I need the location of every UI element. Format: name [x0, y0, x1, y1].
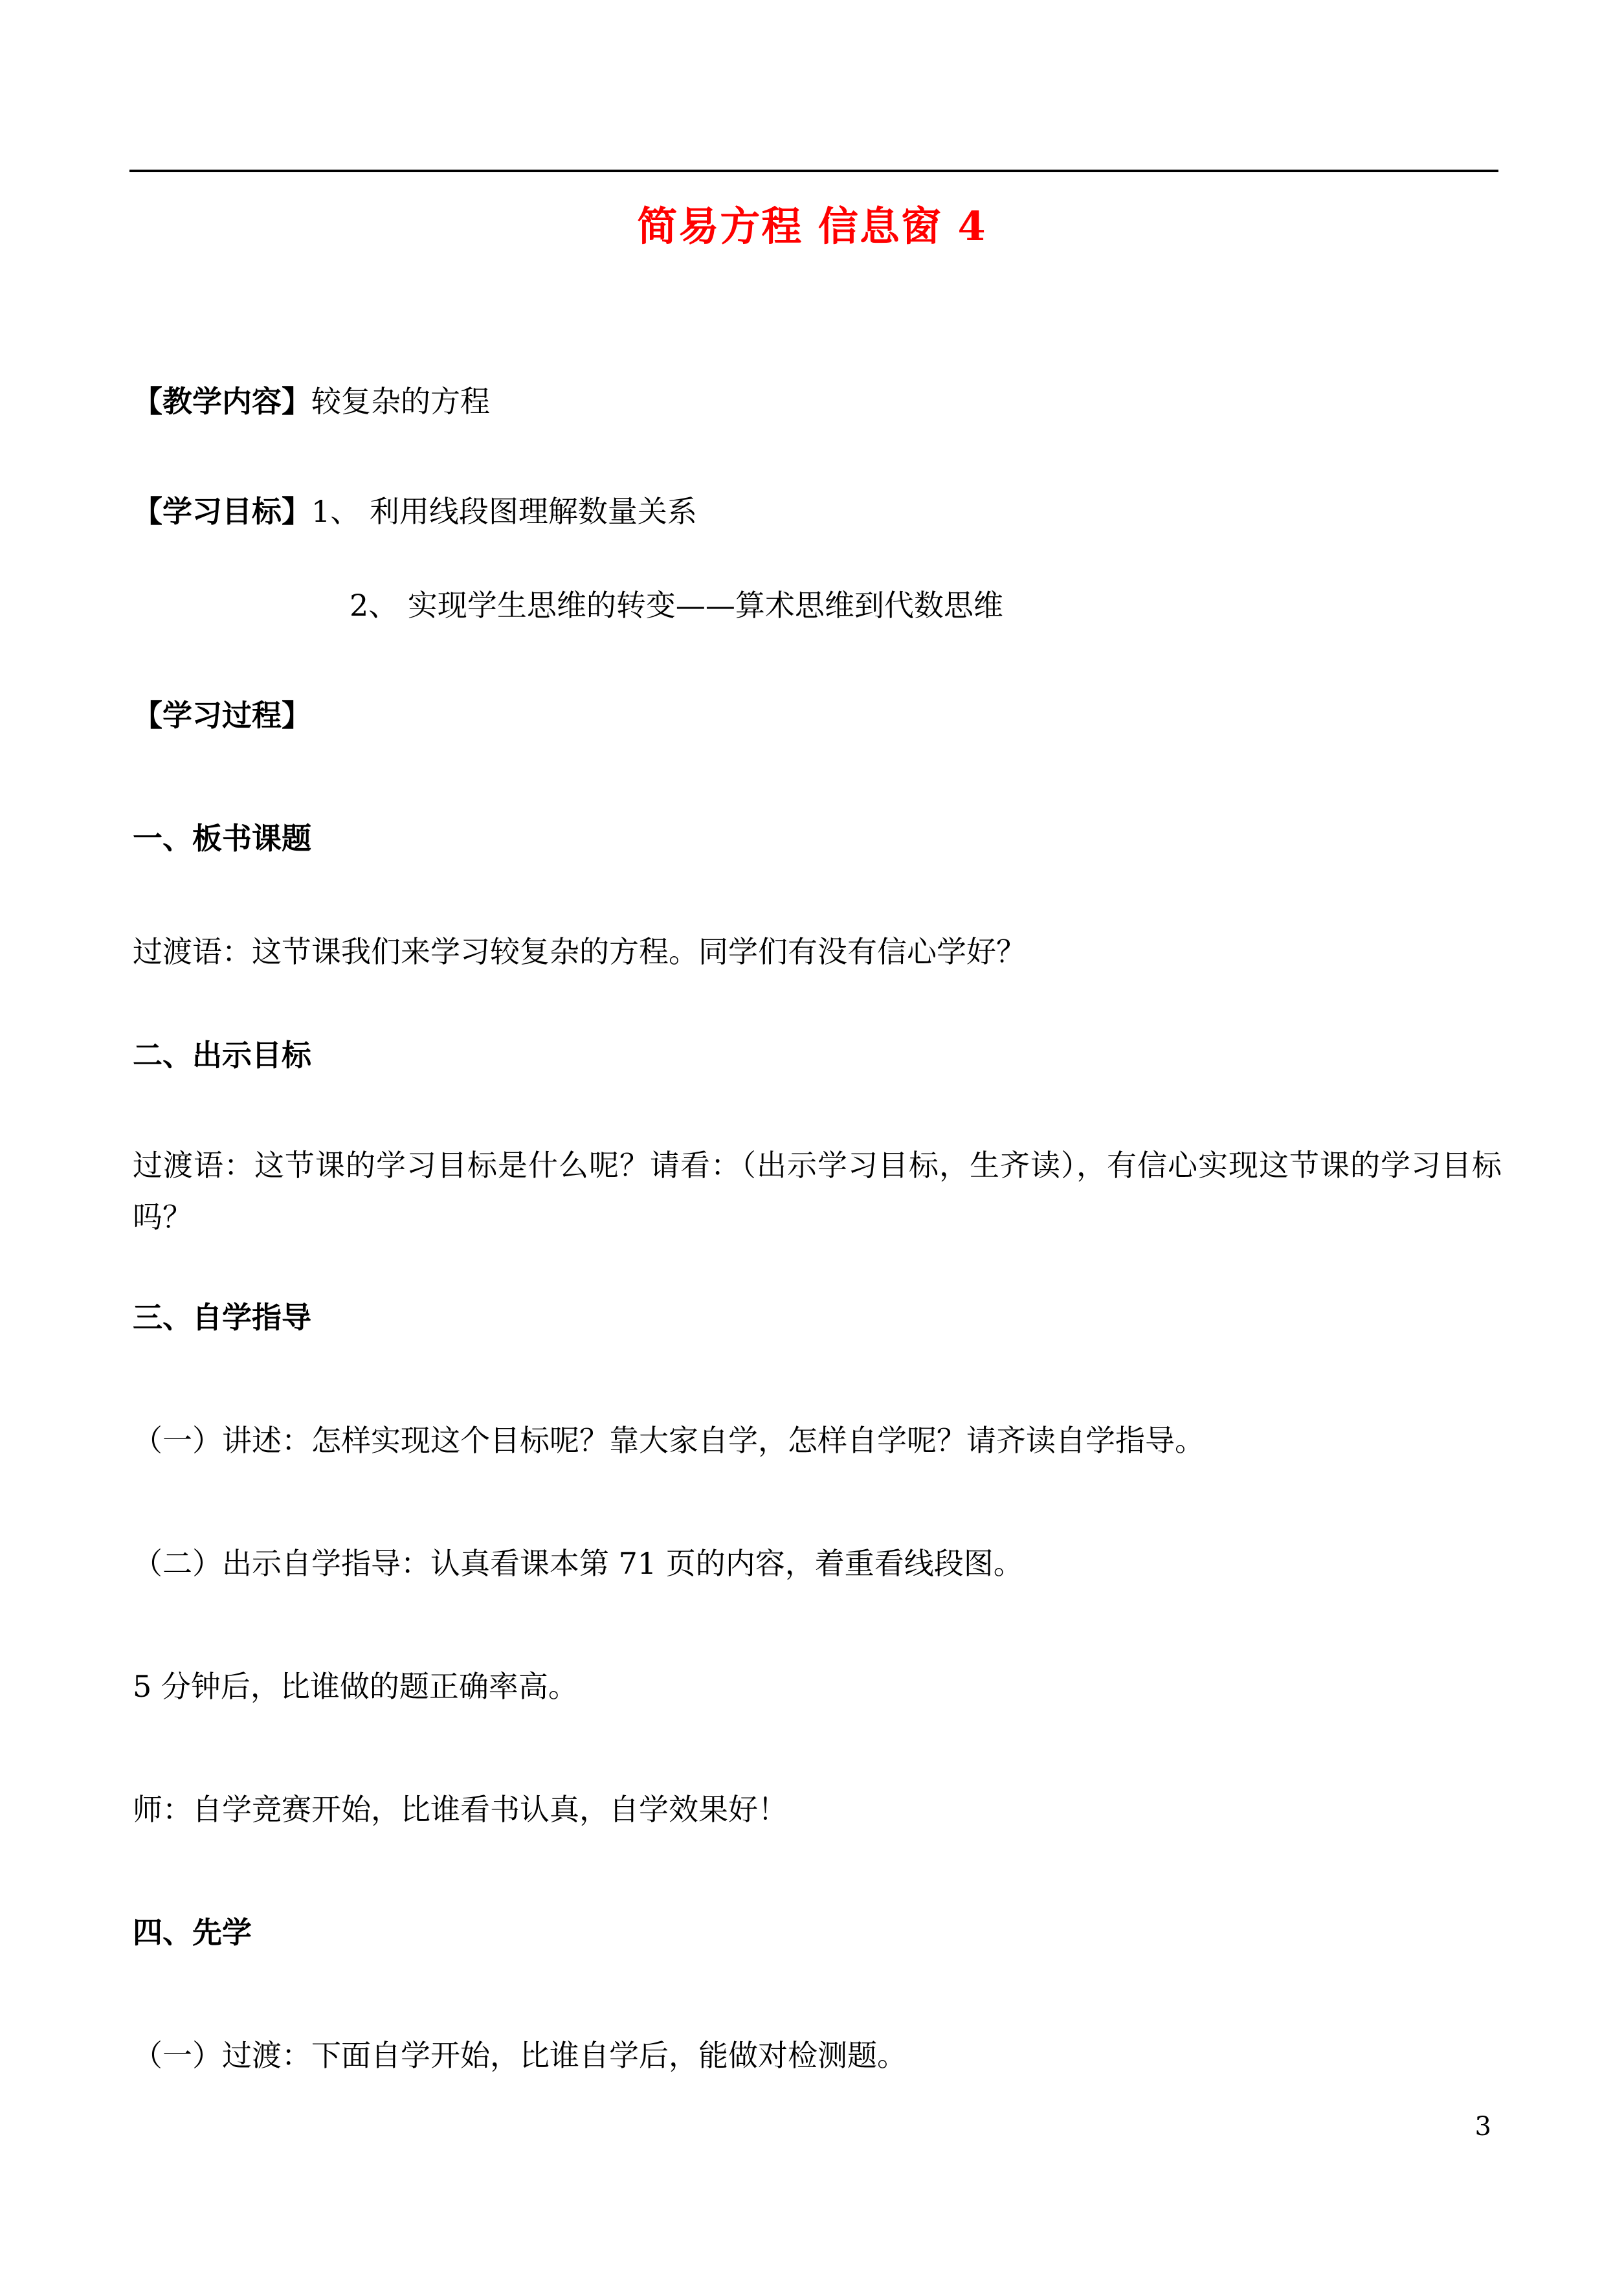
learning-goal-item: 1、 利用线段图理解数量关系	[311, 494, 697, 529]
document-title: 简易方程 信息窗 4	[637, 203, 987, 250]
section-paragraph: （二）出示自学指导：认真看课本第 71 页的内容，着重看线段图。	[133, 1546, 1023, 1581]
section-heading: 二、出示目标	[133, 1038, 311, 1073]
section-paragraph: （一）过渡：下面自学开始，比谁自学后，能做对检测题。	[133, 2038, 907, 2073]
teaching-content-line	[133, 382, 490, 421]
section-heading: 三、自学指导	[133, 1300, 311, 1335]
header-rule	[129, 170, 1498, 172]
learning-process-label: 【学习过程】	[133, 698, 311, 733]
section-heading: 一、板书课题	[133, 821, 311, 856]
section-paragraph: 过渡语：这节课的学习目标是什么呢？请看：（出示学习目标，生齐读），有信心实现这节课的学习目标吗？	[133, 1148, 1502, 1235]
teaching-content-label: 【教学内容】	[133, 384, 311, 419]
section-paragraph: （一）讲述：怎样实现这个目标呢？靠大家自学，怎样自学呢？请齐读自学指导。	[133, 1423, 1205, 1458]
teaching-content-text: 较复杂的方程	[311, 384, 490, 419]
section-heading: 四、先学	[133, 1915, 252, 1950]
section-paragraph: 5 分钟后，比谁做的题正确率高。	[133, 1669, 578, 1704]
learning-goal-item: 2、 实现学生思维的转变——算术思维到代数思维	[350, 588, 1003, 623]
section-paragraph: 师：自学竞赛开始，比谁看书认真，自学效果好！	[133, 1792, 788, 1827]
section-paragraph: 过渡语：这节课我们来学习较复杂的方程。同学们有没有信心学好？	[133, 934, 1026, 969]
learning-goals-line	[133, 492, 697, 531]
page-number: 3	[1474, 2112, 1491, 2142]
learning-goals-label: 【学习目标】	[133, 494, 311, 529]
